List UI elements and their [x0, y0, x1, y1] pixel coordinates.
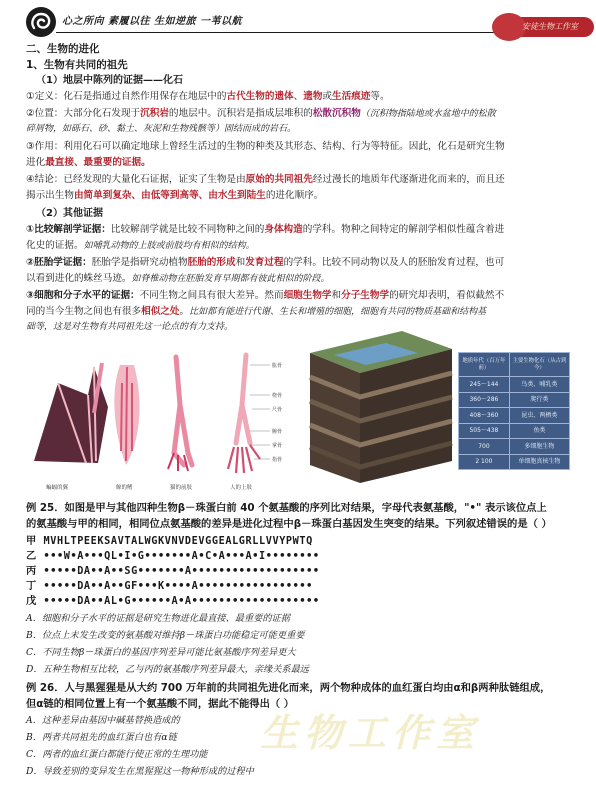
- molecular-evidence: ③细胞和分子水平的证据：不同生物之间具有很大差异。然而细胞生物学和分子生物学的研究却表明，看似截然不: [26, 290, 505, 301]
- bone-label-metacarpal: 掌骨: [272, 443, 283, 449]
- strata-table-header: [459, 353, 570, 377]
- label-bat-wing: 蝙蝠的翼: [46, 485, 69, 491]
- table-row: 2 100 单细胞真核生物: [459, 454, 570, 470]
- homologous-limbs-figure: [28, 343, 296, 495]
- example26-stem: 例 26．人与黑猩猩是从大约 700 万年前的共同祖先进化而来，两个物种成体的血红蛋白均由α和β两种肽链组成，: [26, 682, 551, 694]
- fossil-heading: （1）地层中陈列的证据——化石: [36, 75, 183, 86]
- header-rule: [56, 32, 502, 33]
- strata-block-illustration: [306, 325, 456, 487]
- fossil-definition: ①定义：化石是指通过自然作用保存在地层中的古代生物的遗体、遗物或生活痕迹等。: [26, 91, 390, 102]
- embryo-evidence-cont: 以看到进化的蛛丝马迹。如脊椎动物在胚胎发育早期都有彼此相似的阶段。: [26, 273, 330, 284]
- bat-wing-icon: [34, 363, 108, 463]
- bone-label-radius: 桡骨: [272, 393, 283, 399]
- molecular-evidence-end: 础等，这是对生物有共同祖先这一论点的有力支持。: [26, 322, 234, 332]
- example26-option-a[interactable]: A．这种差异由基因中碱基替换造成的: [26, 715, 180, 726]
- strata-table-header-cell: 主要生物化石（从古到今）: [509, 353, 569, 377]
- example26-option-d[interactable]: D．导致差别的变异发生在黑猩猩这一物种形成的过程中: [26, 766, 254, 777]
- studio-watermark: 生物工作室: [260, 710, 481, 755]
- human-arm-icon: [228, 355, 260, 473]
- cat-forelimb-icon: [168, 357, 192, 471]
- bone-label-ulna: 尺骨: [272, 407, 283, 413]
- bone-label-humerus: 肱骨: [272, 363, 283, 369]
- anatomy-evidence: ①比较解剖学证据：比较解剖学就是比较不同物种之间的身体构造的学科。物种之间特定的解剖学相似性蕴含着进: [26, 224, 505, 235]
- example25-option-a[interactable]: A．细胞和分子水平的证据是研究生物进化最直接、最重要的证据: [26, 613, 290, 624]
- fossil-use: ③作用：利用化石可以确定地球上曾经生活过的生物的种类及其形态、结构、行为等特征。因此，化石是研究生物: [26, 141, 505, 152]
- fossil-use-cont: 进化最直接、最重要的证据。: [26, 157, 151, 168]
- label-cat-forelimb: 猫的前肢: [170, 485, 193, 491]
- bone-label-phalanx: 指骨: [272, 457, 283, 463]
- label-human-arm: 人的上肢: [230, 485, 253, 491]
- sequence-row: 戊 •••••DA••AL•G••••••A•A•••••••••••••••••••: [26, 596, 320, 607]
- example25-option-c[interactable]: C．不同生物β－珠蛋白的基因序列差异可能比氨基酸序列差异更大: [26, 647, 296, 658]
- table-row: 408～360 昆虫、两栖类: [459, 408, 570, 424]
- header-motto: 心之所向 素履以往 生如逆旅 一苇以航: [62, 16, 242, 27]
- example26-option-c[interactable]: C．两者的血红蛋白都能行使正常的生理功能: [26, 749, 208, 760]
- limb-bones-illustration: [28, 343, 296, 495]
- whale-flipper-icon: [114, 365, 139, 465]
- header-badge-text: 安徒生物工作室: [522, 22, 578, 31]
- bean-logo-icon: [492, 13, 526, 41]
- example25-stem: 例 25．如图是甲与其他四种生物β－珠蛋白前 40 个氨基酸的序列比对结果，字母代表氨基酸，"•" 表示该位点上: [26, 502, 547, 514]
- label-whale-fin: 鲸的鳍: [116, 485, 133, 491]
- sequence-row: 乙 •••W•A•••QL•I•G•••••••A•C•A•••A•I••••••••: [26, 551, 320, 562]
- strata-table: [458, 352, 570, 470]
- table-row: 360～286 爬行类: [459, 392, 570, 408]
- example25-option-b[interactable]: B．位点上未发生改变的氨基酸对维持β－珠蛋白功能稳定可能更重要: [26, 630, 305, 641]
- embryo-evidence: ②胚胎学证据：胚胎学是指研究动植物胚胎的形成和发育过程的学科。比较不同动物以及人的胚胎发育过程，也可: [26, 257, 505, 268]
- table-row: 700 多细胞生物: [459, 439, 570, 455]
- anatomy-evidence-cont: 化史的证据。如哺乳动物的上肢或前肢均有相似的结构。: [26, 240, 255, 251]
- example26-option-b[interactable]: B．两者共同祖先的血红蛋白也有α链: [26, 732, 177, 743]
- example25-stem-cont: 的氨基酸与甲的相同，相同位点氨基酸的差异是进化过程中β－珠蛋白基因发生突变的结果。下列叙述错误的是（ ）: [26, 518, 552, 530]
- other-evidence-heading: （2）其他证据: [36, 208, 103, 219]
- sequence-row: 丙 •••••DA••A••SG•••••••A•••••••••••••••••••: [26, 566, 320, 577]
- example25-option-d[interactable]: D．五种生物相互比较，乙与丙的氨基酸序列差异最大，亲缘关系最远: [26, 664, 309, 675]
- sequence-row: 丁 •••••DA••A••GF•••K••••A•••••••••••••••••: [26, 581, 313, 592]
- page-header: [26, 6, 578, 40]
- swirl-logo-icon: [26, 7, 56, 37]
- rock-strata-figure: [306, 325, 456, 487]
- molecular-evidence-cont: 同的当今生物之间也有很多相似之处。比如都有能进行代谢、生长和增殖的细胞，细胞有共同的物质基础和结构基: [26, 306, 487, 317]
- fossil-position-cont: 碎屑物，如砾石、砂、黏土、灰泥和生物残骸等）固结而成的岩石。: [26, 124, 297, 134]
- fossil-position: ②位置：大部分化石发现于沉积岩的地层中。沉积岩是指成层堆积的松散沉积物（沉积物指陆地或水盆地中的松散: [26, 108, 496, 119]
- table-row: 245～144 鸟类、哺乳类: [459, 377, 570, 393]
- table-row: 505～438 鱼类: [459, 423, 570, 439]
- section-title: 二、生物的进化: [26, 43, 100, 55]
- sequence-row: 甲 MVHLTPEEKSAVTALWGKVNVDEVGGEALGRLLVVYPWTQ: [26, 536, 313, 547]
- fossil-conclusion-cont: 揭示出生物由简单到复杂、由低等到高等、由水生到陆生的进化顺序。: [26, 190, 324, 201]
- example26-stem-cont: 但α链的相同位置上有一个氨基酸不同，据此不能得出（ ）: [26, 698, 295, 710]
- fossil-conclusion: ④结论：已经发现的大量化石证据，证实了生物是由原始的共同祖先经过漫长的地质年代逐渐进化而来的，而且还: [26, 174, 505, 185]
- subsection-title: 1、生物有共同的祖先: [26, 59, 128, 71]
- strata-table-header-cell: 地质年代（百万年前）: [459, 353, 510, 377]
- bone-label-carpal: 腕骨: [272, 429, 283, 435]
- header-badge: [500, 17, 594, 37]
